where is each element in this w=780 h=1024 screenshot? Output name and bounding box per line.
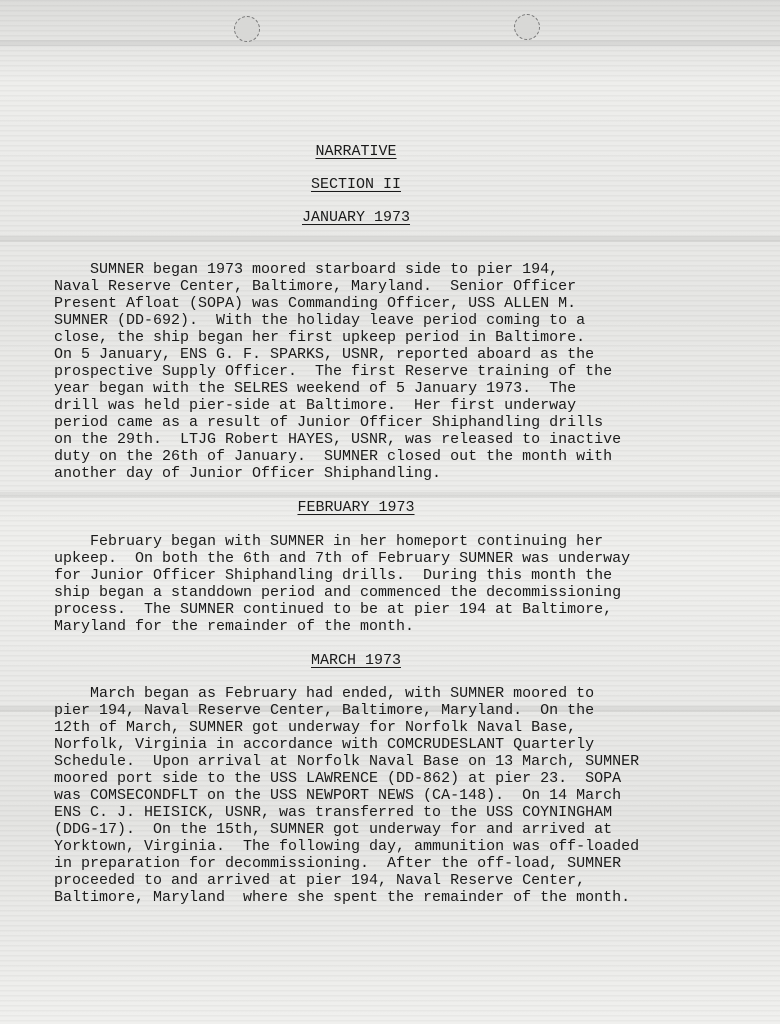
- punch-hole-left: [234, 16, 260, 42]
- january-heading: JANUARY 1973: [301, 209, 411, 226]
- february-heading: FEBRUARY 1973: [297, 499, 415, 516]
- march-paragraph: March began as February had ended, with SUMNER moored to pier 194, Naval Reserve Center, Baltimore, Maryland. On the 12th of March, SUMNER got underway for Norfolk Naval Base, Norfolk, Virginia in accordance with COMCRUDESLANT Quarterly Schedule. Upon arrival at Norfolk Naval Base on 13 March, SUMNER moored port side to the USS LAWRENCE (DD-862) at pier 23. SOPA was COMSECONDFLT on the USS NEWPORT NEWS (CA-148). On 14 March ENS C. J. HEISICK, USNR, was transferred to the USS COYNINGHAM (DDG-17). On the 15th, SUMNER got underway for and arrived at Yorktown, Virginia. The following day, ammunition was off-loaded in preparation for decommissioning. After the off-load, SUMNER proceeded to and arrived at pier 194, Naval Reserve Center, Baltimore, Maryland where she spent the remainder of the month.: [54, 685, 640, 906]
- scan-streak: [0, 40, 780, 46]
- narrative-heading: NARRATIVE: [315, 143, 397, 160]
- january-paragraph: SUMNER began 1973 moored starboard side to pier 194, Naval Reserve Center, Baltimore, Maryland. Senior Officer Present Afloat (SOPA) was Commanding Officer, USS ALLEN M. SUMNER (DD-692). With the holiday leave period coming to a close, the ship began her first upkeep period in Baltimore. On 5 January, ENS G. F. SPARKS, USNR, reported aboard as the prospective Supply Officer. The first Reserve training of the year began with the SELRES weekend of 5 January 1973. The drill was held pier-side at Baltimore. Her first underway period came as a result of Junior Officer Shiphandling drills on the 29th. LTJG Robert HAYES, USNR, was released to inactive duty on the 26th of January. SUMNER closed out the month with another day of Junior Officer Shiphandling.: [54, 261, 622, 482]
- march-heading: MARCH 1973: [310, 652, 401, 669]
- february-paragraph: February began with SUMNER in her homeport continuing her upkeep. On both the 6th and 7th of February SUMNER was underway for Junior Officer Shiphandling drills. During this month the ship began a standdown period and commenced the decommissioning process. The SUMNER continued to be at pier 194 at Baltimore, Maryland for the remainder of the month.: [54, 533, 631, 635]
- punch-hole-right: [514, 14, 540, 40]
- scan-streak: [0, 492, 780, 498]
- section-heading: SECTION II: [310, 176, 401, 193]
- scan-streak: [0, 236, 780, 242]
